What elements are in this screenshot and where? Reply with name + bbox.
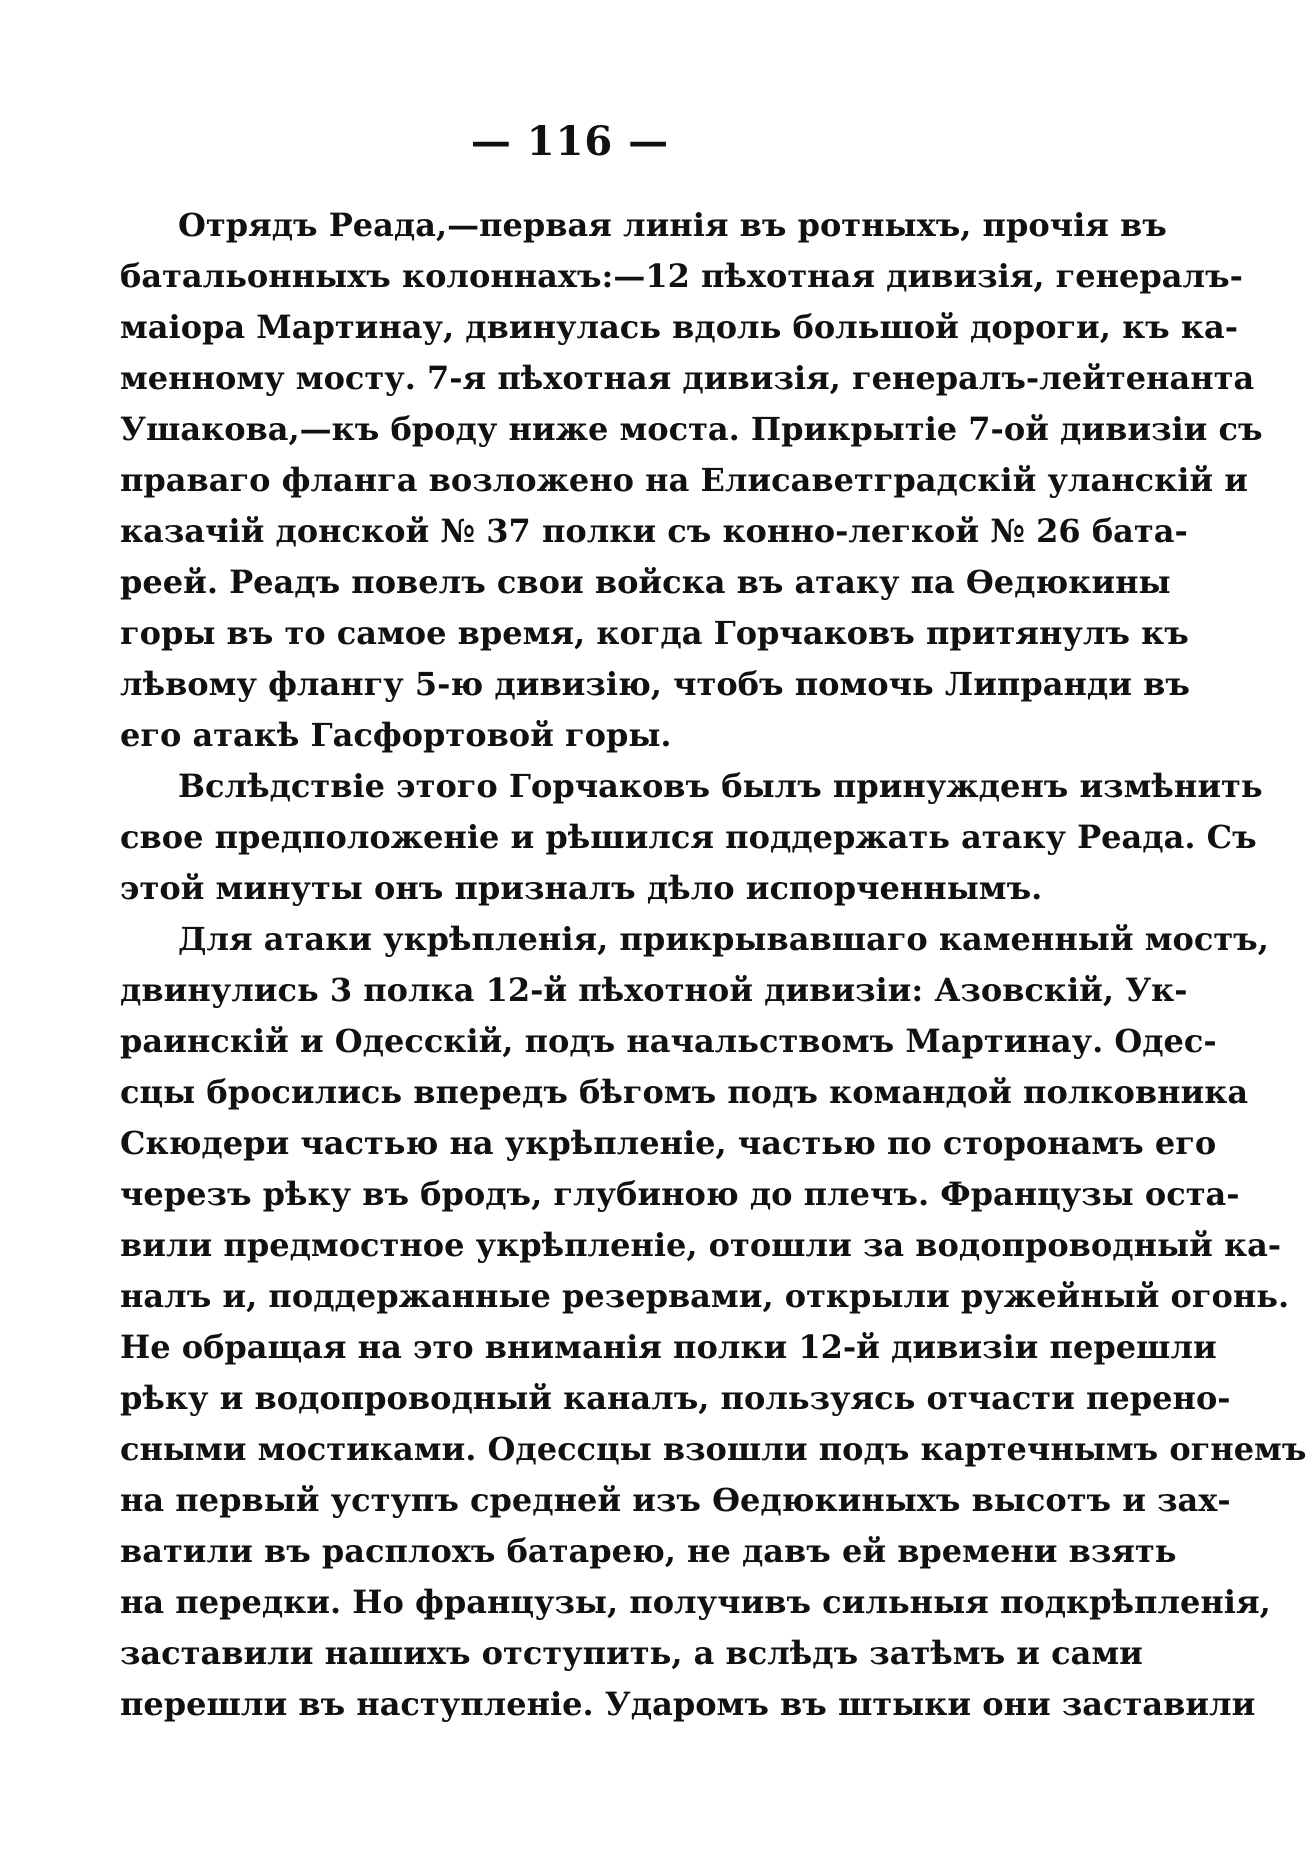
text-line: Для атаки укрѣпленія, прикрывавшаго каменный мостъ, [178, 920, 1269, 958]
text-line: заставили нашихъ отступить, а вслѣдъ затѣмъ и сами [120, 1634, 1143, 1672]
text-line: сцы бросились впередъ бѣгомъ подъ командой полковника [120, 1073, 1249, 1111]
body-text [120, 200, 1306, 1730]
text-line: налъ и, поддержанные резервами, открыли ружейный огонь. [120, 1277, 1290, 1315]
text-line: рѣку и водопроводный каналъ, пользуясь отчасти перено- [120, 1379, 1231, 1417]
text-line: горы въ то самое время, когда Горчаковъ притянулъ къ [120, 614, 1189, 652]
text-line: батальонныхъ колоннахъ:—12 пѣхотная дивизія, генералъ- [120, 257, 1243, 295]
text-line: двинулись 3 полка 12-й пѣхотной дивизіи: Азовскій, Ук- [120, 971, 1188, 1009]
text-line: вили предмостное укрѣпленіе, отошли за водопроводный ка- [120, 1226, 1282, 1264]
text-line: свое предположеніе и рѣшился поддержать атаку Реада. Съ [120, 818, 1257, 856]
text-line: сными мостиками. Одессцы взошли подъ картечнымъ огнемъ [120, 1430, 1306, 1468]
text-line: этой минуты онъ призналъ дѣло испорченнымъ. [120, 869, 1043, 907]
text-line: Вслѣдствіе этого Горчаковъ былъ принужденъ измѣнить [178, 767, 1263, 805]
text-line: его атакѣ Гасфортовой горы. [120, 716, 672, 754]
text-line: на передки. Но французы, получивъ сильныя подкрѣпленія, [120, 1583, 1271, 1621]
text-line: Не обращая на это вниманія полки 12-й дивизіи перешли [120, 1328, 1217, 1366]
text-line: раинскій и Одесскій, подъ начальствомъ Мартинау. Одес- [120, 1022, 1217, 1060]
text-line: перешли въ наступленіе. Ударомъ въ штыки они заставили [120, 1685, 1256, 1723]
page-number: — 116 — [470, 118, 670, 165]
text-line: Ушакова,—къ броду ниже моста. Прикрытіе 7-ой дивизіи съ [120, 410, 1263, 448]
paragraph-2 [120, 761, 1263, 914]
paragraph-1 [120, 200, 1263, 761]
text-line: Отрядъ Реада,—первая линія въ ротныхъ, прочія въ [178, 206, 1167, 244]
text-line: праваго фланга возложено на Елисаветградскій уланскій и [120, 461, 1248, 499]
text-line: Скюдери частью на укрѣпленіе, частью по сторонамъ его [120, 1124, 1217, 1162]
text-line: реей. Реадъ повелъ свои войска въ атаку па Ѳедюкины [120, 563, 1171, 601]
text-line: ватили въ расплохъ батарею, не давъ ей времени взять [120, 1532, 1177, 1570]
text-line: лѣвому флангу 5-ю дивизію, чтобъ помочь Липранди въ [120, 665, 1190, 703]
text-line: казачій донской № 37 полки съ конно-легкой № 26 бата- [120, 512, 1188, 550]
text-line: менному мосту. 7-я пѣхотная дивизія, генералъ-лейтенанта [120, 359, 1255, 397]
text-line: маіора Мартинау, двинулась вдоль большой дороги, къ ка- [120, 308, 1238, 346]
text-line: на первый уступъ средней изъ Ѳедюкиныхъ высотъ и зах- [120, 1481, 1231, 1519]
paragraph-3 [120, 914, 1306, 1730]
text-line: черезъ рѣку въ бродъ, глубиною до плечъ. Французы оста- [120, 1175, 1240, 1213]
